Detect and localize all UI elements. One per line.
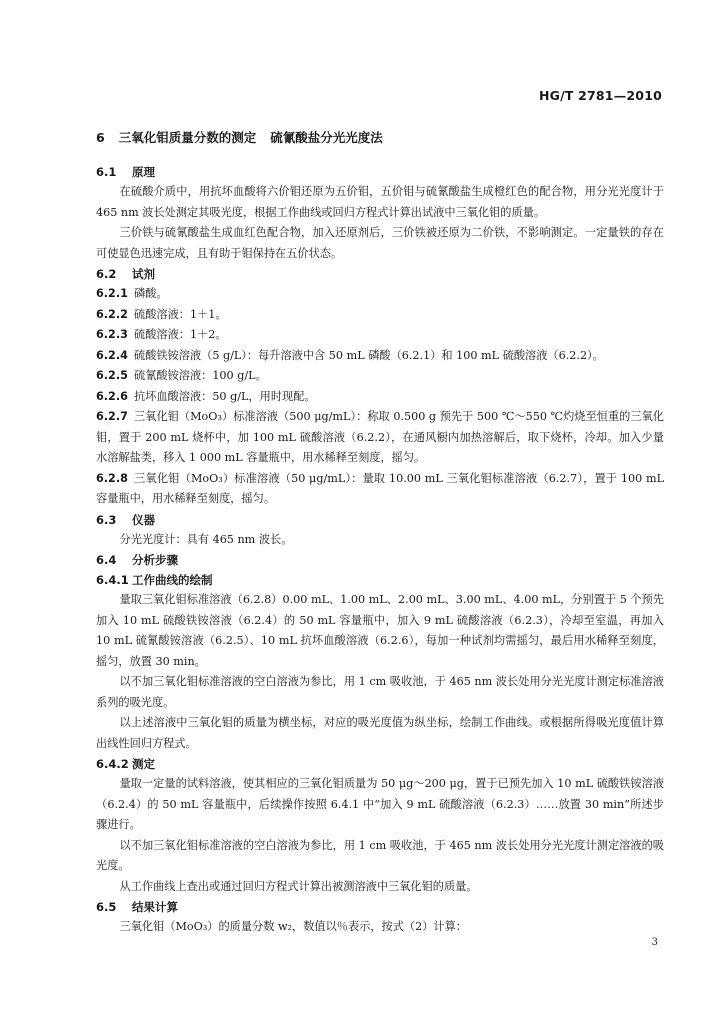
determination-paragraph-2: 以不加三氧化钼标准溶液的空白溶液为参比，用 1 cm 吸收池，于 465 nm 波长处用分光光度计测定溶液的吸光度。: [96, 838, 664, 872]
reagent-item: 6.2.6 抗坏血酸溶液：50 g/L，用时现配。: [96, 389, 316, 403]
calibration-paragraph-1: 量取三氧化钼标准溶液（6.2.8）0.00 mL、1.00 mL、2.00 mL、3.00 mL、4.00 mL，分别置于 5 个预先加入 10 mL 硫酸铁铵溶液（6.2.4）的 50 mL 容量瓶中，加入 9 mL 硫酸溶液（6.2.3），冷却至室温，再加入 10 mL 硫氰酸铵溶液（6.2.5）、10 mL 抗坏血酸溶液（6.2.6），每加一种试剂均需摇匀，最后用水稀释至刻度，摇匀，放置 30 min。: [96, 593, 664, 668]
reagent-item: 6.2.4 硫酸铁铵溶液（5 g/L）：每升溶液中含 50 mL 磷酸（6.2.1）和 100 mL 硫酸溶液（6.2.2）。: [96, 348, 604, 362]
heading-6-4: 6.4 分析步骤: [96, 553, 178, 567]
reagent-item: 6.2.2 硫酸溶液：1＋1。: [96, 307, 227, 321]
page-number: 3: [651, 937, 658, 948]
heading-6-4-1: 6.4.1 工作曲线的绘制: [96, 573, 213, 587]
section-6-title: [96, 128, 664, 146]
reagent-item: 6.2.7 三氧化钼（MoO₃）标准溶液（500 μg/mL）：称取 0.500 g 预先于 500 ℃～550 ℃灼烧至恒重的三氧化钼，置于 200 mL 烧杯中，加 100 mL 硫酸溶液（6.2.2），在通风橱内加热溶解后，取下烧杯，冷却。加入少量水溶解盐类，移入 1 000 mL 容量瓶中，用水稀释至刻度，摇匀。: [96, 410, 664, 464]
heading-6-2: 6.2 试剂: [96, 267, 155, 281]
section-method-text: 硫氰酸盐分光光度法: [270, 130, 383, 145]
calibration-paragraph-3: 以上述溶液中三氧化钼的质量为横坐标，对应的吸光度值为纵坐标，绘制工作曲线。或根据所得吸光度值计算出线性回归方程式。: [96, 716, 664, 750]
reagent-item: 6.2.1 磷酸。: [96, 287, 168, 300]
reagent-item: 6.2.3 硫酸溶液：1＋2。: [96, 328, 227, 341]
heading-6-4-2: 6.4.2 测定: [96, 757, 155, 771]
principle-paragraph-2: 三价铁与硫氰酸盐生成血红色配合物，加入还原剂后，三价铁被还原为二价铁，不影响测定。一定量铁的存在可使显色迅速完成，且有助于钼保持在五价状态。: [96, 226, 664, 260]
determination-paragraph-3: 从工作曲线上查出或通过回归方程式计算出被测溶液中三氧化钼的质量。: [119, 879, 478, 893]
heading-6-1: 6.1 原理: [96, 165, 155, 179]
section-title-text: 三氧化钼质量分数的测定: [118, 130, 257, 145]
principle-paragraph-1: 在硫酸介质中，用抗坏血酸将六价钼还原为五价钼，五价钼与硫氰酸盐生成橙红色的配合物，用分光光度计于 465 nm 波长处测定其吸光度，根据工作曲线或回归方程式计算出试液中三氧化钼的质量。: [96, 185, 664, 219]
reagent-item: 6.2.5 硫氰酸铵溶液：100 g/L。: [96, 369, 267, 382]
document-body: [96, 128, 664, 938]
heading-6-3: 6.3 仪器: [96, 512, 155, 527]
calibration-paragraph-2: 以不加三氧化钼标准溶液的空白溶液为参比，用 1 cm 吸收池，于 465 nm 波长处用分光光度计测定标准溶液系列的吸光度。: [96, 675, 664, 709]
heading-6-5: 6.5 结果计算: [96, 900, 178, 914]
result-calculation-text: 三氧化钼（MoO₃）的质量分数 w₂，数值以％表示，按式（2）计算：: [119, 920, 467, 933]
apparatus-text: 分光光度计：具有 465 nm 波长。: [119, 532, 293, 546]
section-number: 6: [96, 130, 105, 145]
determination-paragraph-1: 量取一定量的试料溶液，使其相应的三氧化钼质量为 50 μg～200 μg，置于已预先加入 10 mL 硫酸铁铵溶液（6.2.4）的 50 mL 容量瓶中，后续操作按照 6.4.1 中“加入 9 mL 硫酸溶液（6.2.3）……放置 30 min”所述步骤进行。: [96, 777, 664, 831]
reagent-item: 6.2.8 三氧化钼（MoO₃）标准溶液（50 μg/mL）：量取 10.00 mL 三氧化钼标准溶液（6.2.7），置于 100 mL 容量瓶中，用水稀释至刻度，摇匀。: [96, 471, 664, 505]
standard-code: HG/T 2781—2010: [538, 88, 662, 103]
